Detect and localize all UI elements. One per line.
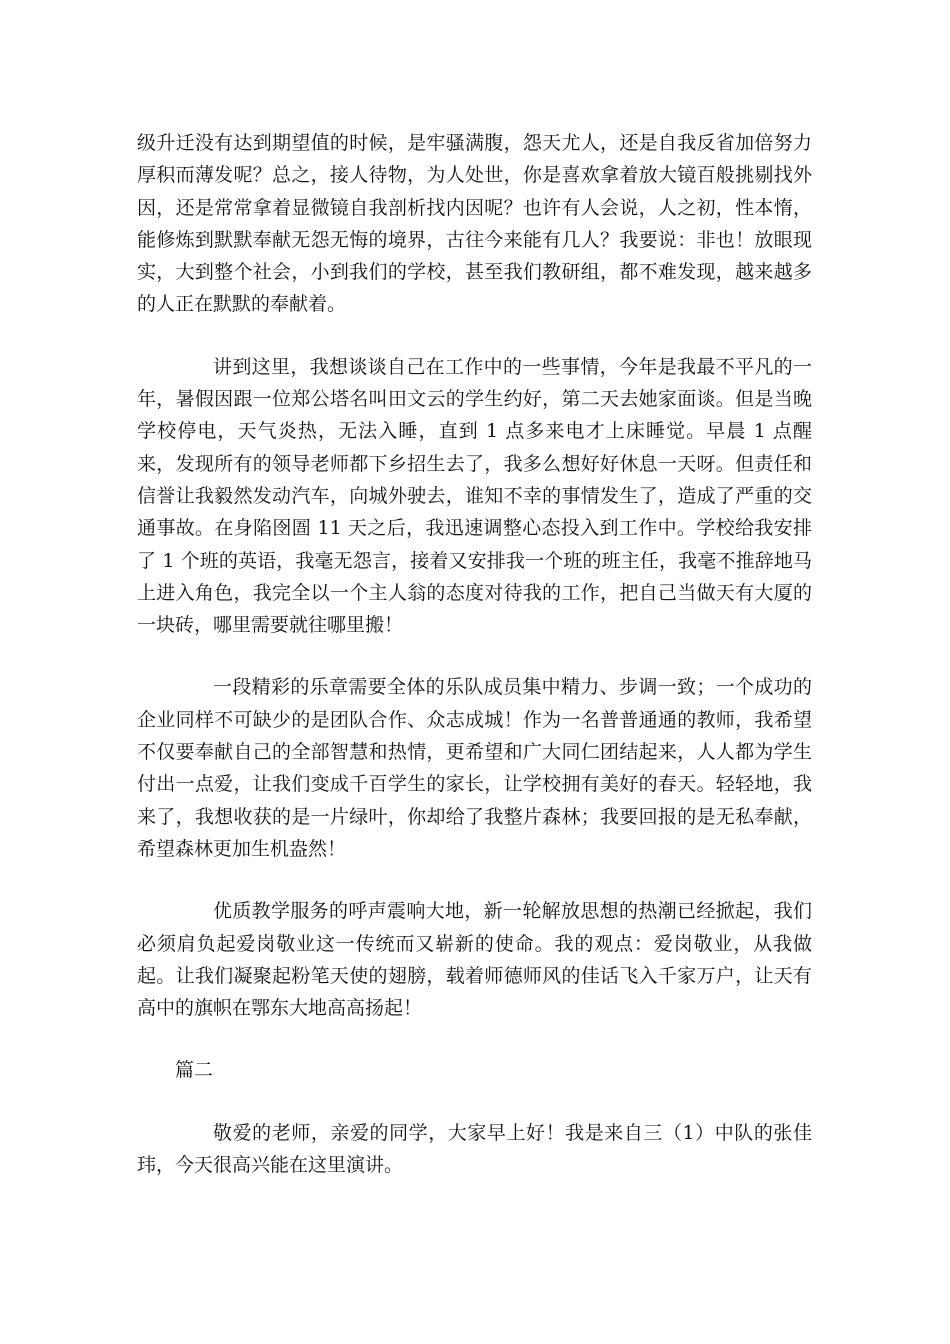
paragraph-conclusion: 优质教学服务的呼声震响大地，新一轮解放思想的热潮已经掀起，我们必须肩负起爱岗敬业这一传统而又崭新的使命。我的观点：爱岗敬业，从我做起。让我们凝聚起粉笔天使的翅膀，载着师德师风的佳话飞入千家万户，让天有高中的旗帜在鄂东大地高高扬起！ xyxy=(137,900,812,1020)
paragraph-work-story: 讲到这里，我想谈谈自己在工作中的一些事情，今年是我最不平凡的一年，暑假因跟一位郑公塔名叫田文云的学生约好，第二天去她家面谈。但是当晚学校停电，天气炎热，无法入睡，直到 1 点多来电才上床睡觉。早晨 1 点醒来，发现所有的领导老师都下乡招生去了，我多么想好好休息一天呀。但责任和信誉让我毅然发动汽车，向城外驶去，谁知不幸的事情发生了，造成了严重的交通事故。在身陷囹圄 11 天之后，我迅速调整心态投入到工作中。学校给我安排了 1 个班的英语，我毫无怨言，接着又安排我一个班的班主任，我毫不推辞地马上进入角色，我完全以一个主人翁的态度对待我的工作，把自己当做天有大厦的一块砖，哪里需要就往哪里搬！ xyxy=(137,355,812,637)
section-heading: 篇二 xyxy=(175,1059,214,1082)
paragraph-teamwork: 一段精彩的乐章需要全体的乐队成员集中精力、步调一致；一个成功的企业同样不可缺少的是团队合作、众志成城！作为一名普普通通的教师，我希望不仅要奉献自己的全部智慧和热情，更希望和广大同仁团结起来，人人都为学生付出一点爱，让我们变成千百学生的家长，让学校拥有美好的春天。轻轻地，我来了，我想收获的是一片绿叶，你却给了我整片森林；我要回报的是无私奉献，希望森林更加生机盎然！ xyxy=(137,676,812,860)
document-page xyxy=(137,127,812,1181)
paragraph-greeting: 敬爱的老师，亲爱的同学，大家早上好！我是来自三（1）中队的张佳玮，今天很高兴能在这里演讲。 xyxy=(137,1121,812,1177)
paragraph-continuation: 级升迁没有达到期望值的时候，是牢骚满腹，怨天尤人，还是自我反省加倍努力厚积而薄发呢？总之，接人待物，为人处世，你是喜欢拿着放大镜百般挑剔找外因，还是常常拿着显微镜自我剖析找内因呢？也许有人会说，人之初，性本惰，能修炼到默默奉献无怨无悔的境界，古往今来能有几人？我要说：非也！放眼现实，大到整个社会，小到我们的学校，甚至我们教研组，都不难发现，越来越多的人正在默默的奉献着。 xyxy=(137,132,812,316)
